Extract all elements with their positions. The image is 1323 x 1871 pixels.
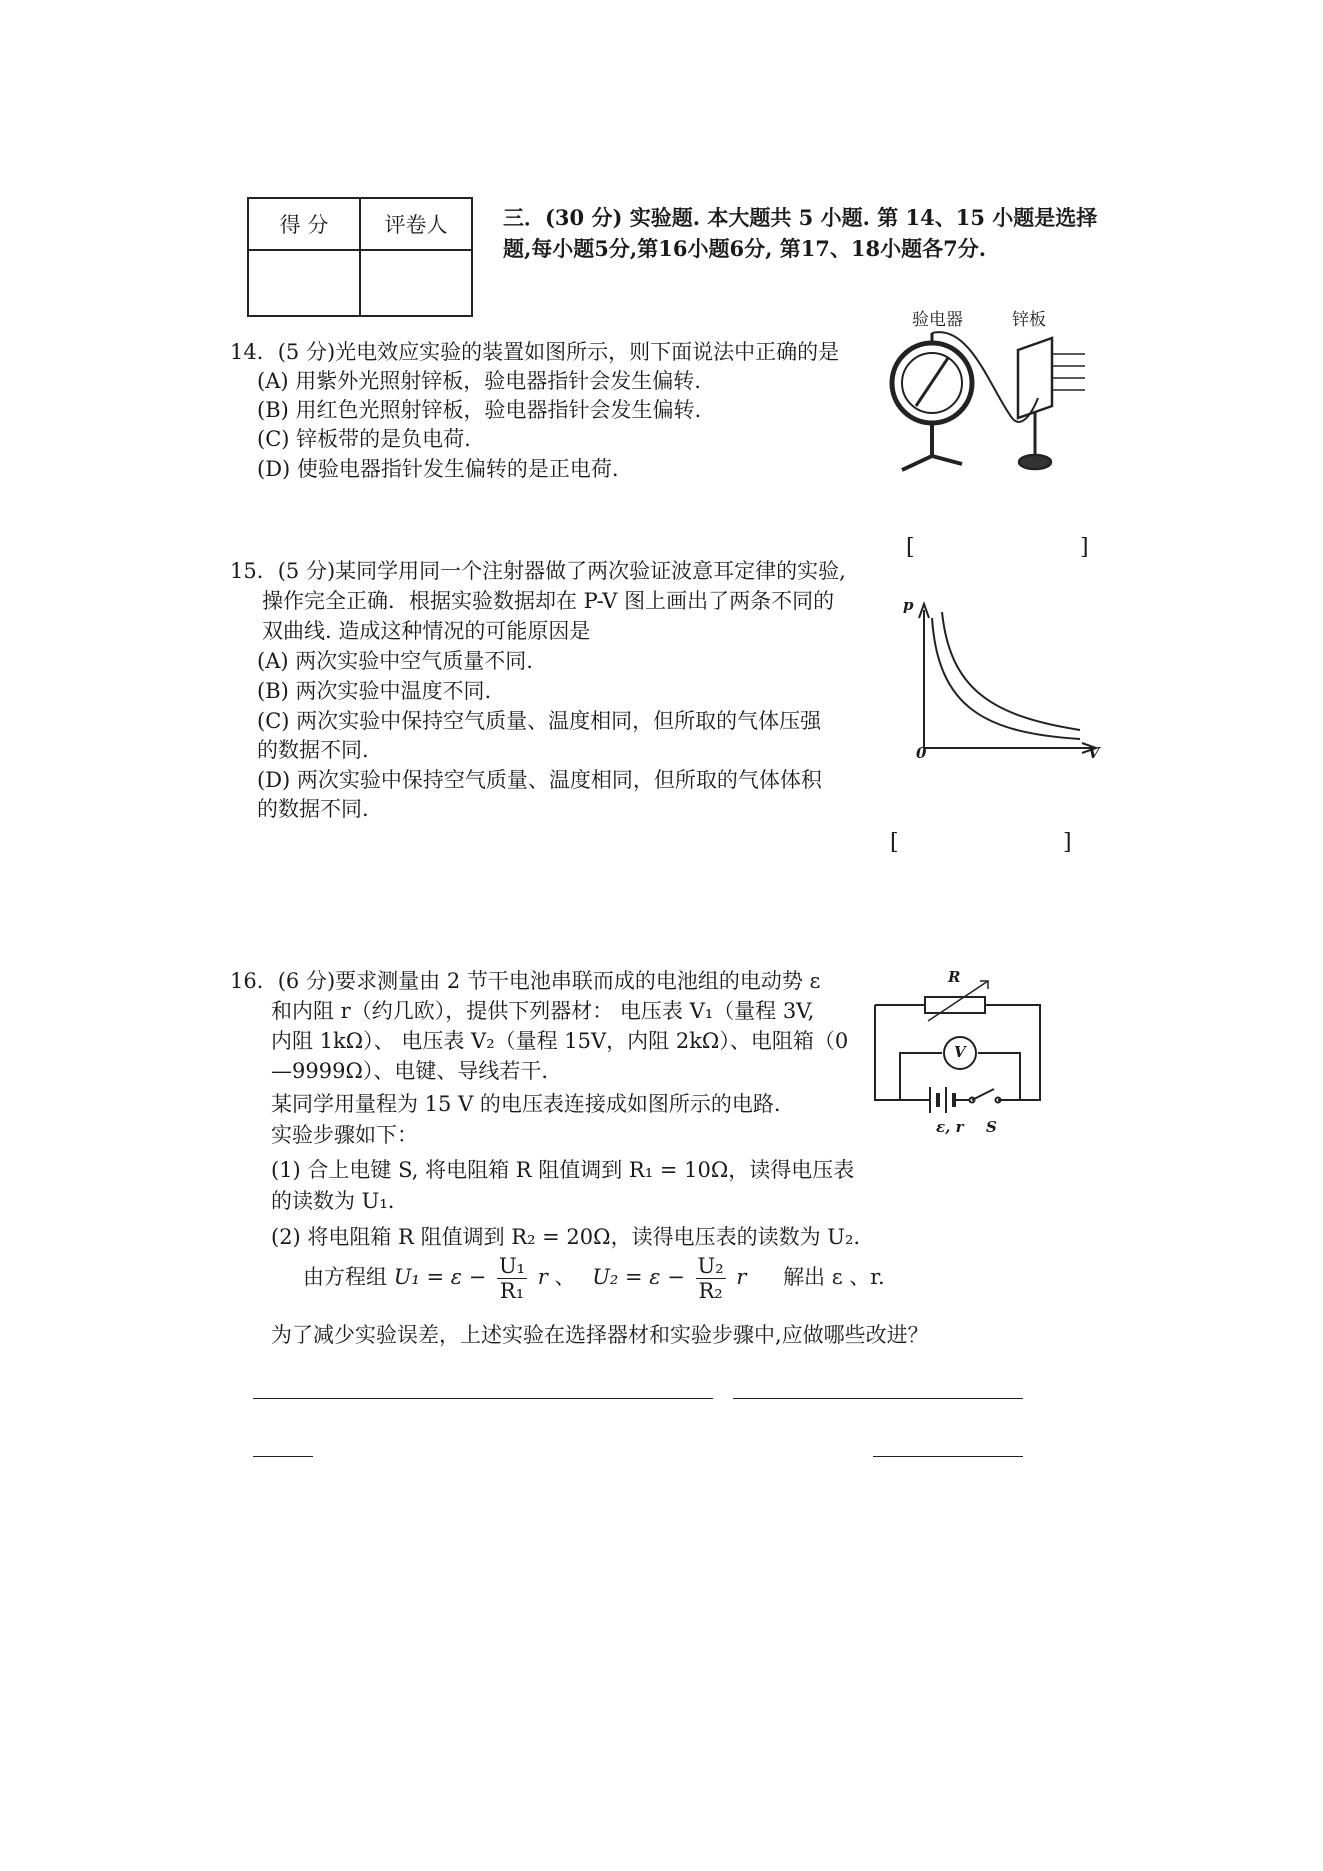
section-header-line2: 题,每小题5分,第16小题6分, 第17、18小题各7分. [503,236,987,261]
circuit-label-V: V [954,1043,966,1061]
q16-step1-cont: 的读数为 U₁. [271,1189,395,1213]
q14-option-b[interactable]: (B) 用红色光照射锌板，验电器指针会发生偏转. [257,398,702,422]
q16-line5: 某同学用量程为 15 V 的电压表连接成如图所示的电路. [271,1092,781,1116]
v-axis-label: V [1088,744,1100,762]
q15-option-c[interactable]: (C) 两次实验中保持空气质量、温度相同，但所取的气体压强 [257,709,822,733]
voltmeter-branch [900,1053,942,1100]
origin-label: 0 [916,744,927,762]
q15-option-c-cont: 的数据不同. [257,738,369,762]
q15-answer-bracket-open: [ [890,830,901,855]
answer-line-4[interactable] [873,1456,1023,1457]
q14-answer-bracket-close: ] [1080,535,1091,560]
eq1-r: r [537,1265,548,1289]
q15-option-a[interactable]: (A) 两次实验中空气质量不同. [257,649,533,673]
q16-step2: (2) 将电阻箱 R 阻值调到 R₂ = 20Ω，读得电压表的读数为 U₂. [271,1225,861,1249]
section-header-line1: 三．(30 分) 实验题. 本大题共 5 小题. 第 14、15 小题是选择 [503,205,1098,230]
p-axis-label: p [903,596,914,614]
photoelectric-apparatus-diagram [880,328,1090,478]
q15-answer-box[interactable] [910,830,1060,858]
q14-stem: 14．(5 分)光电效应实验的装置如图所示，则下面说法中正确的是 [230,340,840,364]
eq2-left: U₂ = ε − [592,1265,685,1289]
eq2-fraction [696,1254,726,1303]
score-cell[interactable] [248,250,360,316]
electroscope-icon [892,333,972,470]
isotherm-curve-2 [932,618,1080,739]
zinc-plate-label: 锌板 [1012,310,1046,330]
q14-option-d[interactable]: (D) 使验电器指针发生偏转的是正电荷. [257,457,619,481]
isotherm-curve-1 [942,612,1080,730]
grader-header: 评卷人 [360,198,472,250]
score-table [247,197,473,317]
q16-equation-line [303,1254,885,1303]
q15-stem-line1: 15．(5 分)某同学用同一个注射器做了两次验证波意耳定律的实验, [230,559,846,583]
q15-stem-line3: 双曲线. 造成这种情况的可能原因是 [262,619,591,643]
electroscope-label: 验电器 [912,310,963,330]
eq-prefix: 由方程组 [303,1265,387,1289]
q16-line6: 实验步骤如下： [271,1123,418,1147]
eq-separator: 、 [554,1265,576,1289]
resistor-box-icon [925,997,985,1013]
q16-question: 为了减少实验误差，上述实验在选择器材和实验步骤中,应做哪些改进？ [271,1323,929,1347]
answer-line-1[interactable] [253,1398,713,1399]
eq1-denominator: R₁ [499,1279,525,1303]
eq2-r: r [736,1265,747,1289]
q16-line3: 内阻 1kΩ）、 电压表 V₂（量程 15V，内阻 2kΩ）、电阻箱（0 [271,1029,849,1053]
q14-option-c[interactable]: (C) 锌板带的是负电荷. [257,427,471,451]
circuit-label-er: ε, r [936,1118,964,1136]
eq2-numerator: U₂ [697,1254,724,1278]
q15-option-b[interactable]: (B) 两次实验中温度不同. [257,679,492,703]
eq1-fraction [497,1254,527,1303]
answer-line-2[interactable] [733,1398,1023,1399]
q15-option-d-cont: 的数据不同. [257,797,369,821]
q16-step1: (1) 合上电键 S, 将电阻箱 R 阻值调到 R₁ = 10Ω，读得电压表 [271,1158,855,1182]
score-header: 得 分 [248,198,360,250]
q14-answer-bracket-open: [ [906,535,917,560]
q14-answer-box[interactable] [925,535,1075,563]
q16-line4: —9999Ω）、电键、导线若干． [271,1059,563,1083]
q16-line1: 16．(6 分)要求测量由 2 节干电池串联而成的电池组的电动势 ε [230,969,821,993]
circuit-label-R: R [948,968,961,986]
answer-line-3[interactable] [253,1456,313,1457]
eq1-left: U₁ = ε − [393,1265,487,1289]
eq2-denominator: R₂ [698,1279,723,1303]
eq1-numerator: U₁ [498,1254,526,1278]
q15-option-d[interactable]: (D) 两次实验中保持空气质量、温度相同，但所取的气体体积 [257,768,822,792]
q15-answer-bracket-close: ] [1063,830,1074,855]
q15-stem-line2: 操作完全正确．根据实验数据却在 P-V 图上画出了两条不同的 [262,589,835,613]
circuit-label-S: S [986,1118,997,1136]
pv-graph [900,598,1100,768]
eq-suffix: 解出 ε 、r. [783,1265,885,1289]
q16-line2: 和内阻 r（约几欧），提供下列器材： 电压表 V₁（量程 3V, [271,999,815,1023]
q14-option-a[interactable]: (A) 用紫外光照射锌板，验电器指针会发生偏转. [257,369,701,393]
grader-cell[interactable] [360,250,472,316]
variable-arrow [928,981,988,1021]
zinc-plate-icon [1018,338,1085,469]
